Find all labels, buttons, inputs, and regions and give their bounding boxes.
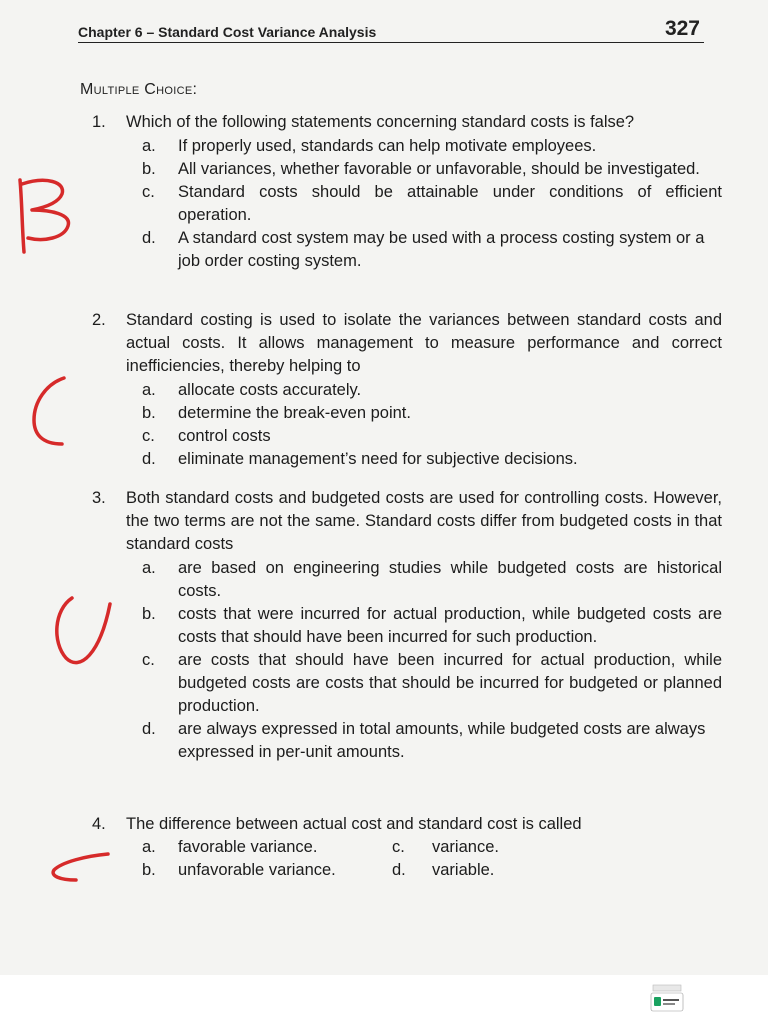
- choice-text: All variances, whether favorable or unfavorable, should be investigated.: [178, 160, 700, 178]
- choice-text: determine the break-even point.: [178, 404, 411, 422]
- handwritten-answer-c: [46, 846, 116, 888]
- choice-letter: a.: [142, 137, 156, 155]
- choice-c: [142, 181, 722, 227]
- choice-text: If properly used, standards can help motivate employees.: [178, 137, 597, 155]
- choice-a: [142, 557, 722, 603]
- choice-letter: c.: [142, 651, 155, 669]
- choice-letter: b.: [142, 160, 156, 178]
- choice-letter: a.: [142, 381, 156, 399]
- choice-letter: d.: [142, 720, 156, 738]
- choice-a: [142, 379, 722, 402]
- question-number: 3.: [92, 489, 106, 507]
- handwritten-answer-c: [44, 592, 124, 674]
- handwritten-answer-b: [6, 172, 86, 258]
- choice-b: [142, 859, 392, 882]
- handwritten-answer-c: [24, 372, 74, 452]
- choice-letter: c.: [142, 183, 155, 201]
- choice-text: control costs: [178, 427, 271, 445]
- choice-letter: d.: [392, 861, 406, 879]
- choice-d: [142, 227, 722, 273]
- choice-b: [142, 158, 722, 181]
- choice-c: [142, 425, 722, 448]
- choice-letter: a.: [142, 838, 156, 856]
- choice-b: [142, 402, 722, 425]
- choice-b: [142, 603, 722, 649]
- choice-text: allocate costs accurately.: [178, 381, 362, 399]
- question-number: 1.: [92, 113, 106, 131]
- choice-d: [142, 448, 722, 471]
- choice-d: [142, 718, 722, 764]
- choice-text: variance.: [432, 838, 499, 856]
- choice-text: eliminate management’s need for subjective decisions.: [178, 450, 578, 468]
- choice-letter: b.: [142, 861, 156, 879]
- choice-list: [142, 557, 722, 764]
- chapter-title: Chapter 6 – Standard Cost Variance Analysis: [78, 24, 377, 40]
- choice-c: [142, 649, 722, 718]
- choice-a: [142, 135, 722, 158]
- choice-letter: d.: [142, 450, 156, 468]
- choice-text: are costs that should have been incurred for actual production, while budgeted costs are costs that should be incurred for budgeted or planned production.: [178, 651, 722, 715]
- question-stem: Which of the following statements concerning standard costs is false?: [126, 113, 635, 131]
- choice-text: variable.: [432, 861, 495, 879]
- choice-a: [142, 836, 392, 859]
- choice-list: [142, 836, 722, 882]
- choice-list: [142, 379, 722, 471]
- choice-text: costs that were incurred for actual production, while budgeted costs are costs that should have been incurred for such production.: [178, 605, 722, 646]
- question-1: [92, 111, 722, 273]
- choice-letter: b.: [142, 404, 156, 422]
- camscanner-logo-icon: [649, 983, 685, 1013]
- choice-letter: d.: [142, 229, 156, 247]
- question-2: [92, 309, 722, 471]
- question-stem: Standard costing is used to isolate the variances between standard costs and actual costs. It allows management to measure performance and correct inefficiencies, thereby helping to: [126, 311, 722, 375]
- choice-text: are always expressed in total amounts, while budgeted costs are always expressed in per-unit amounts.: [178, 720, 706, 761]
- choice-text: Standard costs should be attainable under conditions of efficient operation.: [178, 183, 722, 224]
- choice-text: unfavorable variance.: [178, 861, 336, 879]
- choice-text: favorable variance.: [178, 838, 318, 856]
- question-stem: The difference between actual cost and standard cost is called: [126, 815, 582, 833]
- question-stem: Both standard costs and budgeted costs are used for controlling costs. However, the two terms are not the same. Standard costs differ from budgeted costs in that standard costs: [126, 489, 722, 553]
- choice-letter: a.: [142, 559, 156, 577]
- question-3: [92, 487, 722, 764]
- choice-text: are based on engineering studies while budgeted costs are historical costs.: [178, 559, 722, 600]
- choice-text: A standard cost system may be used with a process costing system or a job order costing system.: [178, 229, 705, 270]
- question-4: [92, 813, 722, 882]
- choice-letter: b.: [142, 605, 156, 623]
- choice-list: [142, 135, 722, 273]
- choice-letter: c.: [142, 427, 155, 445]
- page-header: [78, 14, 704, 43]
- section-heading: Multiple Choice:: [80, 81, 198, 98]
- question-number: 2.: [92, 311, 106, 329]
- choice-letter: c.: [392, 838, 405, 856]
- page-number: 327: [664, 17, 700, 40]
- question-number: 4.: [92, 815, 106, 833]
